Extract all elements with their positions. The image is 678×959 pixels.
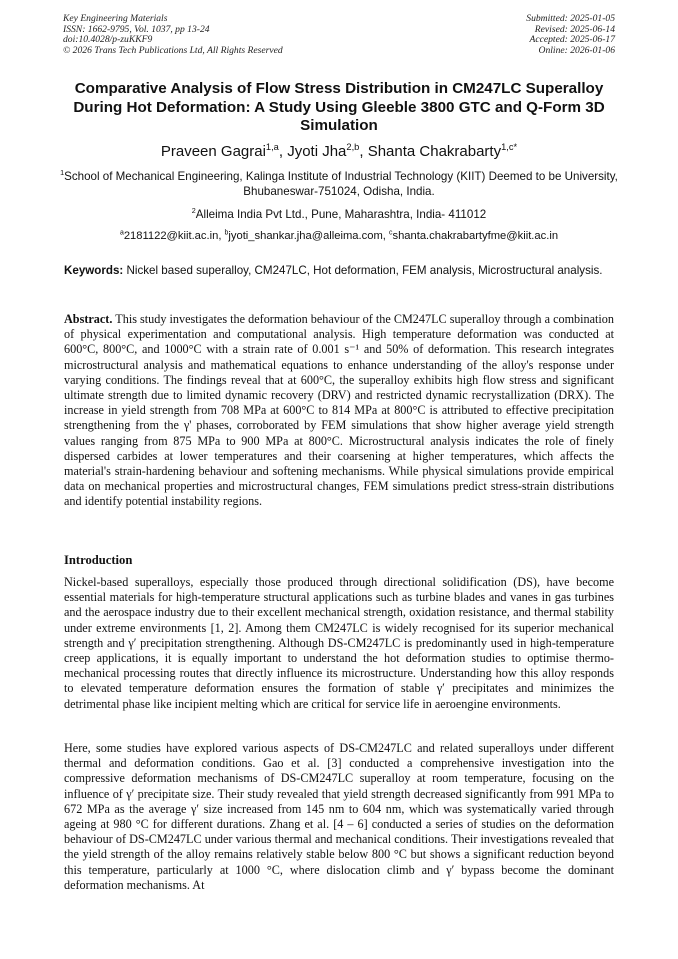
- author-name: Praveen Gagrai: [160, 143, 266, 160]
- affiliation-text: School of Mechanical Engineering, Kalinga Institute of Industrial Technology (KIIT) Deemed to be University, Bhubaneswar-751024, Odisha, India.: [64, 170, 618, 198]
- author-affiliation-marker: 2,b: [346, 142, 360, 152]
- online-date: Online: 2026-01-06: [538, 44, 615, 56]
- affiliation-marker: 1: [60, 168, 65, 178]
- email-marker: b: [224, 229, 229, 237]
- author-affiliation-marker: 1,a: [265, 142, 279, 152]
- doi-line: doi:10.4028/p-zuKKF9: [63, 34, 153, 46]
- journal-name: Key Engineering Materials: [63, 13, 168, 24]
- affiliation-1: [60, 169, 618, 199]
- copyright-line: © 2026 Trans Tech Publications Ltd, All Rights Reserved: [63, 44, 283, 56]
- author-name: Shanta Chakrabarty: [367, 143, 502, 160]
- author-separator: ,: [278, 143, 288, 160]
- author-name: Jyoti Jha: [287, 143, 347, 160]
- submitted-date: Submitted: 2025-01-05: [526, 13, 615, 24]
- keywords-text: Nickel based superalloy, CM247LC, Hot deformation, FEM analysis, Microstructural analysis.: [126, 264, 603, 277]
- email-list: [40, 229, 638, 243]
- introduction-heading: Introduction: [64, 553, 133, 567]
- author-affiliation-marker: 1,c*: [501, 142, 518, 152]
- keywords-label: Keywords:: [64, 264, 124, 277]
- email-address[interactable]: 2181122@kiit.ac.in: [123, 230, 219, 242]
- author-separator: ,: [359, 143, 368, 160]
- email-marker: c: [389, 229, 393, 237]
- abstract-text: This study investigates the deformation behaviour of the CM247LC superalloy through a combination of physical experimentation and computational analysis. High temperature deformation was conducted at 600°C, 800°C, and 1000°C with a strain rate of 0.001 s⁻¹ and 50% of deformation. This research integrates microstructural analysis and mathematical equations to enhance understanding of the alloy's response under varying conditions. The findings reveal that at 600°C, the superalloy exhibits high flow stress and significant ultimate strength due to limited dynamic recovery (DRV) and restricted dynamic recrystallization (DRX). The increase in yield strength from 708 MPa at 600°C to 814 MPa at 800°C is attributed to effective precipitation strengthening from the γ' phases, corroborated by FEM simulations that show higher average yield strength values ranging from 875 MPa to 900 MPa at 800°C. Microstructural analysis indicates the role of finely dispersed carbides at lower temperatures and their coarsening at higher temperatures, which affects the material's strain-hardening behaviour and softening mechanisms. While physical simulations provide empirical data on mechanical properties and microstructural changes, FEM simulations predict stress-strain distributions and identify potential instability regions.: [64, 312, 614, 509]
- publication-dates: [526, 14, 615, 56]
- email-separator: ,: [218, 230, 225, 242]
- abstract-label: Abstract.: [64, 312, 113, 326]
- introduction-paragraph: Nickel-based superalloys, especially those produced through directional solidification (DS), have become essential materials for high-temperature structural applications such as turbine blades and vanes in gas turbines and the aerospace industry due to their excellent mechanical strength, oxidation resistance, and thermal stability under extreme environments [1, 2]. Among them CM247LC is widely recognised for its superior mechanical strength and γ′ precipitation strengthening. Although DS-CM247LC is predominantly used in high-temperature creep applications, it is equally important to understand the hot deformation studies to optimise thermo-mechanical processing routes that directly influence its microstructure. Understanding how this alloy responds to elevated temperature deformation ensures the formation of stable γ′ precipitates and minimizes the detrimental phase like incipient melting which are critical for service life in aeroengine environments.: [64, 575, 614, 711]
- email-separator: ,: [382, 230, 389, 242]
- affiliation-2: [60, 207, 618, 222]
- revised-date: Revised: 2025-06-14: [534, 23, 615, 35]
- abstract-section: [64, 312, 614, 510]
- email-address[interactable]: jyoti_shankar.jha@alleima.com: [228, 230, 383, 242]
- affiliation-marker: 2: [191, 206, 196, 216]
- accepted-date: Accepted: 2025-06-17: [529, 34, 615, 46]
- issn-line: ISSN: 1662-9795, Vol. 1037, pp 13-24: [63, 23, 210, 35]
- keywords-section: [64, 263, 614, 278]
- journal-info: [63, 14, 283, 56]
- paper-title: Comparative Analysis of Flow Stress Distribution in CM247LC Superalloy During Hot Deformation: A Study Using Gleeble 3800 GTC and Q-Form 3D Simulation: [73, 80, 605, 135]
- email-address[interactable]: shanta.chakrabartyfme@kiit.ac.in: [392, 230, 559, 242]
- affiliation-text: Alleima India Pvt Ltd., Pune, Maharashtra, India- 411012: [195, 208, 487, 221]
- introduction-paragraph: Here, some studies have explored various aspects of DS-CM247LC and related superalloys under different thermal and deformation conditions. Gao et al. [3] conducted a comprehensive investigation into the compressive deformation mechanisms of DS-CM247LC superalloy at room temperature, focusing on the influence of γ′ precipitate size. Their study revealed that yield strength decreased significantly from 991 MPa to 672 MPa as the average γ′ size increased from 145 nm to 604 nm, which was systematically varied through ageing at 980 °C for different durations. Zhang et al. [4 – 6] conducted a series of studies on the deformation behaviour of DS-CM247LC under various thermal and mechanical conditions. Their investigations revealed that the yield strength of the alloy remains relatively stable below 800 °C but shows a significant reduction beyond this temperature, particularly at 1000 °C, where dislocation climb and γ′ bypass become the dominant deformation mechanisms. At: [64, 741, 614, 892]
- email-marker: a: [119, 229, 124, 237]
- author-list: [40, 143, 638, 161]
